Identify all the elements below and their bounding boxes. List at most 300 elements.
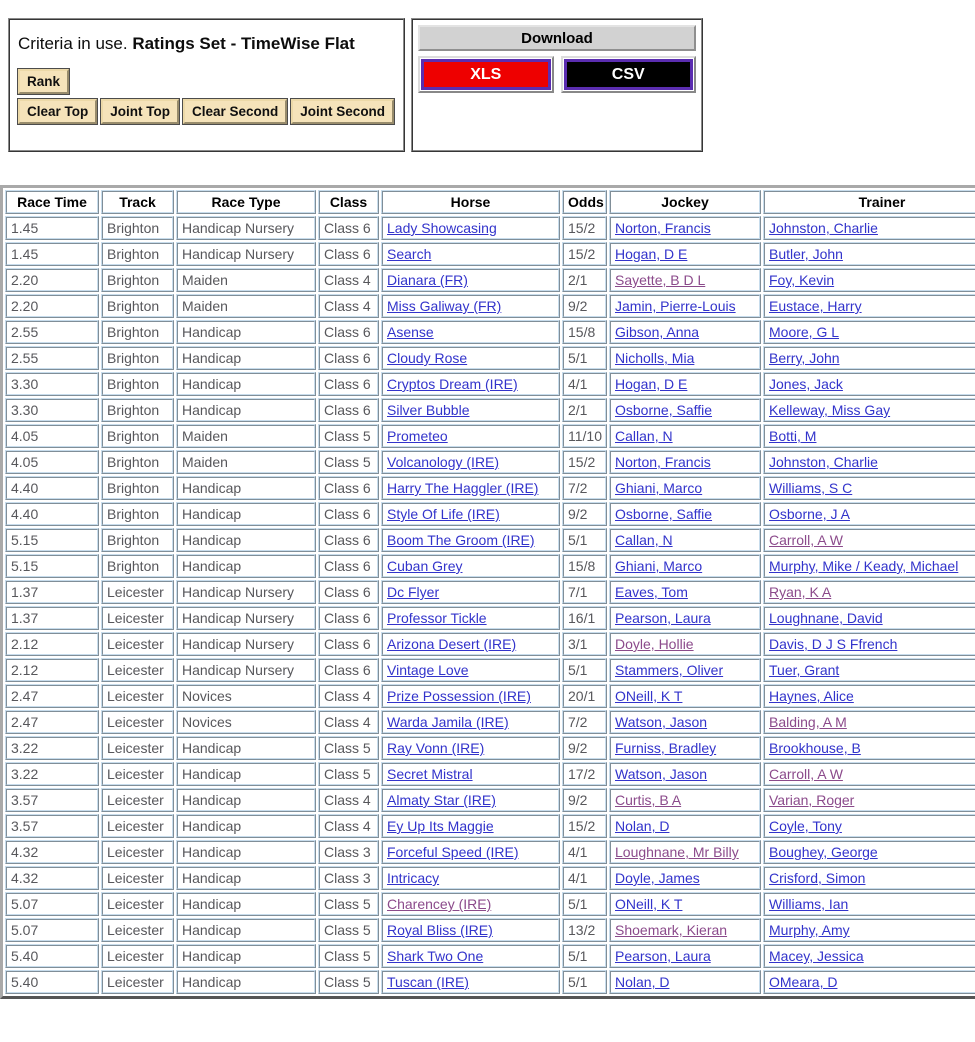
header-odds: Odds: [562, 190, 607, 214]
jockey-link-cell: [609, 268, 761, 292]
jockey-link[interactable]: Norton, Francis: [615, 220, 711, 236]
trainer-link[interactable]: Berry, John: [769, 350, 840, 366]
race-type-cell: Handicap: [176, 840, 316, 864]
trainer-link[interactable]: Ryan, K A: [769, 584, 832, 600]
odds-cell: 2/1: [562, 268, 607, 292]
track-cell: Leicester: [101, 762, 174, 786]
jockey-link-cell: [609, 840, 761, 864]
track-cell: Leicester: [101, 684, 174, 708]
jockey-link[interactable]: Doyle, Hollie: [615, 636, 694, 652]
trainer-link[interactable]: Osborne, J A: [769, 506, 850, 522]
race-table-viewport: [0, 185, 975, 999]
odds-cell: 4/1: [562, 372, 607, 396]
jockey-link[interactable]: Callan, N: [615, 532, 673, 548]
rank-button[interactable]: Rank: [18, 69, 69, 94]
horse-link[interactable]: Shark Two One: [387, 948, 484, 964]
trainer-link[interactable]: Butler, John: [769, 246, 843, 262]
jockey-link[interactable]: Osborne, Saffie: [615, 402, 713, 418]
jockey-link-cell: [609, 320, 761, 344]
race-type-cell: Handicap: [176, 502, 316, 526]
race-time-cell: 5.40: [5, 970, 99, 994]
trainer-link-cell: [763, 216, 975, 240]
track-cell: Leicester: [101, 814, 174, 838]
trainer-link[interactable]: Brookhouse, B: [769, 740, 861, 756]
trainer-link[interactable]: Boughey, George: [769, 844, 878, 860]
track-cell: Brighton: [101, 216, 174, 240]
trainer-link-cell: [763, 814, 975, 838]
horse-link[interactable]: Search: [387, 246, 432, 262]
jockey-link[interactable]: Jamin, Pierre-Louis: [615, 298, 736, 314]
trainer-link-cell: [763, 346, 975, 370]
jockey-link[interactable]: Nicholls, Mia: [615, 350, 695, 366]
horse-link-cell: [381, 632, 560, 656]
race-type-cell: Handicap Nursery: [176, 242, 316, 266]
class-cell: Class 4: [318, 684, 379, 708]
jockey-link[interactable]: Nolan, D: [615, 974, 670, 990]
odds-cell: 5/1: [562, 346, 607, 370]
class-cell: Class 4: [318, 788, 379, 812]
jockey-link-cell: [609, 606, 761, 630]
trainer-link[interactable]: Williams, Ian: [769, 896, 849, 912]
horse-link-cell: [381, 736, 560, 760]
race-time-cell: 2.12: [5, 658, 99, 682]
jockey-link-cell: [609, 216, 761, 240]
horse-link[interactable]: Warda Jamila (IRE): [387, 714, 509, 730]
trainer-link[interactable]: Haynes, Alice: [769, 688, 854, 704]
trainer-link[interactable]: Davis, D J S Ffrench: [769, 636, 898, 652]
horse-link-cell: [381, 580, 560, 604]
trainer-link-cell: [763, 294, 975, 318]
trainer-link-cell: [763, 580, 975, 604]
trainer-link-cell: [763, 736, 975, 760]
jockey-link[interactable]: Furniss, Bradley: [615, 740, 717, 756]
table-row: [5, 944, 975, 968]
race-type-cell: Handicap: [176, 762, 316, 786]
race-type-cell: Handicap: [176, 346, 316, 370]
table-row: [5, 918, 975, 942]
horse-link-cell: [381, 944, 560, 968]
jockey-link-cell: [609, 372, 761, 396]
odds-cell: 4/1: [562, 840, 607, 864]
jockey-link[interactable]: Osborne, Saffie: [615, 506, 713, 522]
horse-link-cell: [381, 476, 560, 500]
trainer-link[interactable]: Loughnane, David: [769, 610, 883, 626]
jockey-link[interactable]: Callan, N: [615, 428, 673, 444]
jockey-link[interactable]: Pearson, Laura: [615, 610, 711, 626]
odds-cell: 5/1: [562, 970, 607, 994]
table-row: [5, 294, 975, 318]
jockey-link-cell: [609, 892, 761, 916]
horse-link[interactable]: Vintage Love: [387, 662, 469, 678]
trainer-link[interactable]: OMeara, D: [769, 974, 838, 990]
race-time-cell: 1.45: [5, 216, 99, 240]
jockey-link-cell: [609, 346, 761, 370]
jockey-link[interactable]: Hogan, D E: [615, 376, 688, 392]
odds-cell: 15/8: [562, 554, 607, 578]
race-type-cell: Handicap: [176, 918, 316, 942]
race-type-cell: Handicap: [176, 320, 316, 344]
table-header-row: [5, 190, 975, 214]
jockey-link[interactable]: Hogan, D E: [615, 246, 688, 262]
race-time-cell: 5.15: [5, 528, 99, 552]
trainer-link[interactable]: Macey, Jessica: [769, 948, 864, 964]
odds-cell: 20/1: [562, 684, 607, 708]
trainer-link-cell: [763, 476, 975, 500]
race-time-cell: 3.22: [5, 762, 99, 786]
track-cell: Leicester: [101, 710, 174, 734]
jockey-link[interactable]: ONeill, K T: [615, 688, 683, 704]
rank-row: [18, 69, 395, 94]
jockey-link[interactable]: Stammers, Oliver: [615, 662, 724, 678]
table-row: [5, 346, 975, 370]
class-cell: Class 6: [318, 216, 379, 240]
table-row: [5, 788, 975, 812]
odds-cell: 16/1: [562, 606, 607, 630]
horse-link-cell: [381, 242, 560, 266]
class-cell: Class 3: [318, 840, 379, 864]
jockey-link[interactable]: Norton, Francis: [615, 454, 711, 470]
class-cell: Class 5: [318, 970, 379, 994]
trainer-link[interactable]: Foy, Kevin: [769, 272, 835, 288]
race-type-cell: Handicap Nursery: [176, 632, 316, 656]
race-type-cell: Handicap Nursery: [176, 658, 316, 682]
race-time-cell: 4.05: [5, 450, 99, 474]
track-cell: Brighton: [101, 346, 174, 370]
jockey-link-cell: [609, 944, 761, 968]
horse-link[interactable]: Secret Mistral: [387, 766, 473, 782]
trainer-link-cell: [763, 788, 975, 812]
table-row: [5, 762, 975, 786]
horse-link-cell: [381, 710, 560, 734]
table-row: [5, 242, 975, 266]
class-cell: Class 5: [318, 944, 379, 968]
race-time-cell: 2.20: [5, 268, 99, 292]
horse-link[interactable]: Volcanology (IRE): [387, 454, 500, 470]
horse-link-cell: [381, 216, 560, 240]
jockey-link-cell: [609, 710, 761, 734]
trainer-link[interactable]: Murphy, Mike / Keady, Michael: [769, 558, 959, 574]
race-type-cell: Handicap: [176, 736, 316, 760]
horse-link[interactable]: Charencey (IRE): [387, 896, 492, 912]
horse-link[interactable]: Professor Tickle: [387, 610, 487, 626]
track-cell: Leicester: [101, 580, 174, 604]
jockey-link[interactable]: Ghiani, Marco: [615, 558, 703, 574]
horse-link-cell: [381, 892, 560, 916]
trainer-link[interactable]: Kelleway, Miss Gay: [769, 402, 891, 418]
trainer-link-cell: [763, 918, 975, 942]
track-cell: Leicester: [101, 944, 174, 968]
trainer-link[interactable]: Balding, A M: [769, 714, 847, 730]
table-row: [5, 814, 975, 838]
horse-link[interactable]: Cryptos Dream (IRE): [387, 376, 518, 392]
trainer-link[interactable]: Varian, Roger: [769, 792, 855, 808]
jockey-link[interactable]: Curtis, B A: [615, 792, 682, 808]
xls-download-button[interactable]: XLS: [421, 59, 551, 90]
trainer-link[interactable]: Tuer, Grant: [769, 662, 840, 678]
jockey-link-cell: [609, 580, 761, 604]
trainer-link[interactable]: Carroll, A W: [769, 766, 843, 782]
race-type-cell: Handicap Nursery: [176, 580, 316, 604]
table-row: [5, 736, 975, 760]
trainer-link[interactable]: Jones, Jack: [769, 376, 843, 392]
class-cell: Class 5: [318, 424, 379, 448]
jockey-link[interactable]: Nolan, D: [615, 818, 670, 834]
race-type-cell: Handicap: [176, 866, 316, 890]
track-cell: Leicester: [101, 892, 174, 916]
trainer-link[interactable]: Williams, S C: [769, 480, 853, 496]
horse-link[interactable]: Boom The Groom (IRE): [387, 532, 535, 548]
odds-cell: 15/2: [562, 216, 607, 240]
table-row: [5, 554, 975, 578]
odds-cell: 9/2: [562, 736, 607, 760]
horse-link[interactable]: Tuscan (IRE): [387, 974, 469, 990]
jockey-link[interactable]: ONeill, K T: [615, 896, 683, 912]
trainer-link-cell: [763, 658, 975, 682]
horse-link[interactable]: Cloudy Rose: [387, 350, 468, 366]
table-row: [5, 372, 975, 396]
horse-link[interactable]: Dianara (FR): [387, 272, 468, 288]
odds-cell: 5/1: [562, 528, 607, 552]
horse-link[interactable]: Ey Up Its Maggie: [387, 818, 494, 834]
csv-download-button[interactable]: CSV: [564, 59, 694, 90]
jockey-link-cell: [609, 476, 761, 500]
jockey-link[interactable]: Doyle, James: [615, 870, 700, 886]
trainer-link[interactable]: Murphy, Amy: [769, 922, 850, 938]
horse-link-cell: [381, 606, 560, 630]
race-type-cell: Handicap: [176, 892, 316, 916]
race-time-cell: 1.45: [5, 242, 99, 266]
jockey-link-cell: [609, 788, 761, 812]
horse-link[interactable]: Almaty Star (IRE): [387, 792, 496, 808]
horse-link-cell: [381, 294, 560, 318]
horse-link-cell: [381, 424, 560, 448]
jockey-link[interactable]: Pearson, Laura: [615, 948, 711, 964]
trainer-link[interactable]: Crisford, Simon: [769, 870, 866, 886]
track-cell: Leicester: [101, 632, 174, 656]
race-table: [0, 185, 975, 999]
trainer-link[interactable]: Johnston, Charlie: [769, 454, 878, 470]
race-time-cell: 3.57: [5, 788, 99, 812]
race-type-cell: Handicap: [176, 814, 316, 838]
criteria-button-row: [18, 99, 395, 124]
trainer-link-cell: [763, 840, 975, 864]
track-cell: Leicester: [101, 918, 174, 942]
horse-link[interactable]: Dc Flyer: [387, 584, 440, 600]
track-cell: Leicester: [101, 866, 174, 890]
track-cell: Brighton: [101, 554, 174, 578]
trainer-link[interactable]: Coyle, Tony: [769, 818, 842, 834]
jockey-link-cell: [609, 450, 761, 474]
trainer-link-cell: [763, 554, 975, 578]
jockey-link-cell: [609, 294, 761, 318]
joint-top-button[interactable]: Joint Top: [101, 99, 179, 124]
horse-link[interactable]: Asense: [387, 324, 434, 340]
jockey-link-cell: [609, 918, 761, 942]
trainer-link[interactable]: Carroll, A W: [769, 532, 843, 548]
jockey-link-cell: [609, 762, 761, 786]
trainer-link-cell: [763, 372, 975, 396]
clear-second-button[interactable]: Clear Second: [183, 99, 287, 124]
class-cell: Class 5: [318, 736, 379, 760]
class-cell: Class 6: [318, 476, 379, 500]
horse-link[interactable]: Arizona Desert (IRE): [387, 636, 517, 652]
track-cell: Leicester: [101, 658, 174, 682]
jockey-link-cell: [609, 684, 761, 708]
race-time-cell: 2.47: [5, 710, 99, 734]
download-panel: [411, 18, 703, 152]
horse-link[interactable]: Royal Bliss (IRE): [387, 922, 493, 938]
race-time-cell: 2.55: [5, 320, 99, 344]
track-cell: Brighton: [101, 424, 174, 448]
header-race-type: Race Type: [176, 190, 316, 214]
odds-cell: 5/1: [562, 658, 607, 682]
race-time-cell: 5.07: [5, 892, 99, 916]
race-type-cell: Maiden: [176, 268, 316, 292]
race-type-cell: Maiden: [176, 450, 316, 474]
horse-link[interactable]: Forceful Speed (IRE): [387, 844, 519, 860]
horse-link[interactable]: Cuban Grey: [387, 558, 463, 574]
race-type-cell: Novices: [176, 684, 316, 708]
race-type-cell: Handicap: [176, 476, 316, 500]
race-time-cell: 4.32: [5, 866, 99, 890]
header-track: Track: [101, 190, 174, 214]
jockey-link[interactable]: Shoemark, Kieran: [615, 922, 728, 938]
race-time-cell: 4.32: [5, 840, 99, 864]
jockey-link[interactable]: Eaves, Tom: [615, 584, 688, 600]
header-race-time: Race Time: [5, 190, 99, 214]
race-type-cell: Handicap: [176, 398, 316, 422]
criteria-prefix: Criteria in use.: [18, 34, 133, 53]
horse-link[interactable]: Silver Bubble: [387, 402, 470, 418]
race-type-cell: Handicap Nursery: [176, 216, 316, 240]
jockey-link-cell: [609, 970, 761, 994]
trainer-link-cell: [763, 710, 975, 734]
odds-cell: 15/8: [562, 320, 607, 344]
horse-link[interactable]: Prize Possession (IRE): [387, 688, 531, 704]
horse-link-cell: [381, 840, 560, 864]
table-row: [5, 320, 975, 344]
class-cell: Class 6: [318, 580, 379, 604]
odds-cell: 4/1: [562, 866, 607, 890]
trainer-link-cell: [763, 450, 975, 474]
trainer-link[interactable]: Botti, M: [769, 428, 817, 444]
download-header: Download: [418, 25, 696, 51]
download-buttons: [418, 56, 696, 93]
horse-link[interactable]: Intricacy: [387, 870, 440, 886]
class-cell: Class 6: [318, 398, 379, 422]
class-cell: Class 4: [318, 268, 379, 292]
race-type-cell: Handicap: [176, 372, 316, 396]
clear-top-button[interactable]: Clear Top: [18, 99, 97, 124]
xls-button-wrap[interactable]: [418, 56, 554, 93]
table-row: [5, 476, 975, 500]
race-time-cell: 2.20: [5, 294, 99, 318]
jockey-link-cell: [609, 554, 761, 578]
trainer-link[interactable]: Johnston, Charlie: [769, 220, 878, 236]
horse-link-cell: [381, 814, 560, 838]
horse-link-cell: [381, 658, 560, 682]
track-cell: Leicester: [101, 736, 174, 760]
jockey-link[interactable]: Watson, Jason: [615, 766, 708, 782]
table-row: [5, 892, 975, 916]
jockey-link[interactable]: Gibson, Anna: [615, 324, 700, 340]
horse-link[interactable]: Lady Showcasing: [387, 220, 497, 236]
trainer-link-cell: [763, 866, 975, 890]
horse-link-cell: [381, 970, 560, 994]
jockey-link-cell: [609, 866, 761, 890]
class-cell: Class 6: [318, 372, 379, 396]
race-type-cell: Maiden: [176, 424, 316, 448]
race-type-cell: Handicap: [176, 554, 316, 578]
track-cell: Brighton: [101, 502, 174, 526]
jockey-link-cell: [609, 658, 761, 682]
track-cell: Leicester: [101, 840, 174, 864]
horse-link[interactable]: Prometeo: [387, 428, 448, 444]
jockey-link-cell: [609, 736, 761, 760]
odds-cell: 3/1: [562, 632, 607, 656]
trainer-link-cell: [763, 762, 975, 786]
trainer-link[interactable]: Moore, G L: [769, 324, 840, 340]
table-row: [5, 710, 975, 734]
trainer-link-cell: [763, 268, 975, 292]
jockey-link[interactable]: Sayette, B D L: [615, 272, 706, 288]
top-section: [8, 18, 975, 152]
track-cell: Brighton: [101, 294, 174, 318]
trainer-link-cell: [763, 502, 975, 526]
class-cell: Class 4: [318, 710, 379, 734]
csv-button-wrap[interactable]: [561, 56, 697, 93]
joint-second-button[interactable]: Joint Second: [291, 99, 394, 124]
jockey-link-cell: [609, 424, 761, 448]
header-trainer: Trainer: [763, 190, 975, 214]
class-cell: Class 6: [318, 528, 379, 552]
jockey-link[interactable]: Watson, Jason: [615, 714, 708, 730]
horse-link[interactable]: Miss Galiway (FR): [387, 298, 502, 314]
horse-link[interactable]: Harry The Haggler (IRE): [387, 480, 539, 496]
horse-link-cell: [381, 502, 560, 526]
jockey-link-cell: [609, 814, 761, 838]
horse-link-cell: [381, 788, 560, 812]
race-type-cell: Handicap: [176, 788, 316, 812]
trainer-link-cell: [763, 398, 975, 422]
jockey-link[interactable]: Ghiani, Marco: [615, 480, 703, 496]
table-row: [5, 580, 975, 604]
horse-link-cell: [381, 398, 560, 422]
horse-link-cell: [381, 372, 560, 396]
odds-cell: 5/1: [562, 944, 607, 968]
race-time-cell: 2.47: [5, 684, 99, 708]
horse-link-cell: [381, 918, 560, 942]
class-cell: Class 5: [318, 450, 379, 474]
table-row: [5, 658, 975, 682]
track-cell: Brighton: [101, 320, 174, 344]
criteria-title: [18, 34, 395, 54]
table-row: [5, 268, 975, 292]
horse-link[interactable]: Ray Vonn (IRE): [387, 740, 485, 756]
race-type-cell: Handicap: [176, 528, 316, 552]
horse-link[interactable]: Style Of Life (IRE): [387, 506, 500, 522]
race-time-cell: 1.37: [5, 606, 99, 630]
horse-link-cell: [381, 554, 560, 578]
class-cell: Class 4: [318, 294, 379, 318]
jockey-link[interactable]: Loughnane, Mr Billy: [615, 844, 739, 860]
table-row: [5, 684, 975, 708]
track-cell: Brighton: [101, 372, 174, 396]
odds-cell: 5/1: [562, 892, 607, 916]
trainer-link[interactable]: Eustace, Harry: [769, 298, 862, 314]
odds-cell: 15/2: [562, 450, 607, 474]
class-cell: Class 6: [318, 346, 379, 370]
